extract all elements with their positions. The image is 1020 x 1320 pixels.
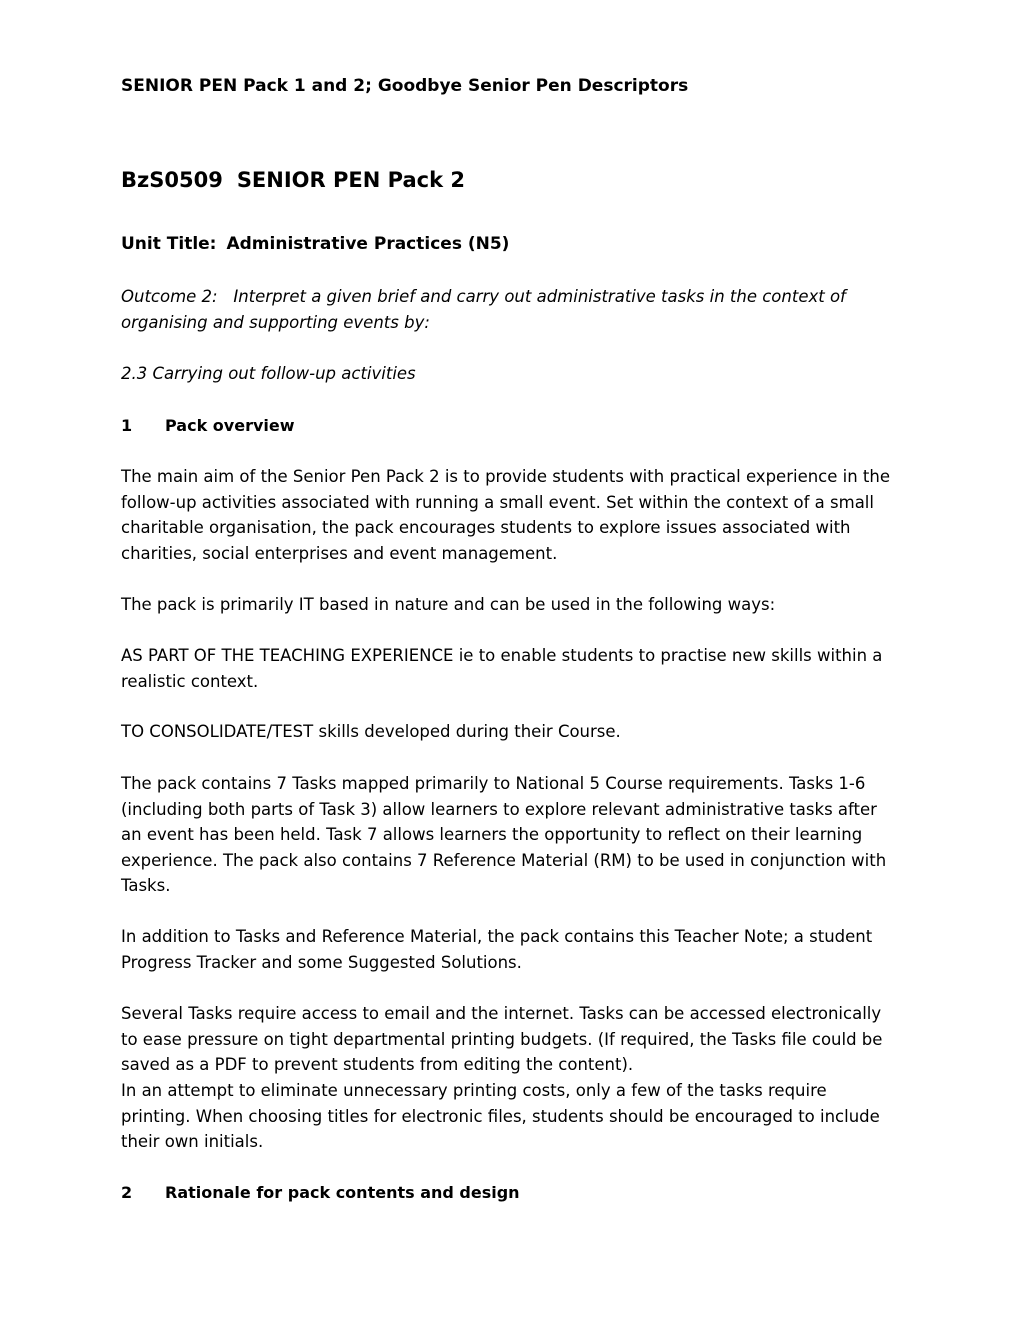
section-title: Rationale for pack contents and design: [165, 1183, 520, 1202]
section-heading-pack-overview: [121, 416, 295, 435]
section-heading-rationale: [121, 1183, 520, 1202]
section-number: 2: [121, 1183, 133, 1202]
paragraph: Several Tasks require access to email and the internet. Tasks can be accessed electronically to ease pressure on tight departmental printing budgets. (If required, the Tasks file could be saved as a PDF to prevent students from editing the content).: [121, 1004, 883, 1074]
sub-outcome-text: 2.3 Carrying out follow-up activities: [121, 364, 416, 383]
document-header: SENIOR PEN Pack 1 and 2; Goodbye Senior Pen Descriptors: [121, 76, 689, 96]
paragraph: TO CONSOLIDATE/TEST skills developed during their Course.: [121, 722, 621, 741]
pack-name: SENIOR PEN Pack 2: [236, 168, 465, 192]
paragraph: The pack contains 7 Tasks mapped primarily to National 5 Course requirements. Tasks 1-6 (including both parts of Task 3) allow learners to explore relevant administrative tasks after an event has been held. Task 7 allows learners the opportunity to reflect on their learning experience. The pack also contains 7 Reference Material (RM) to be used in conjunction with Tasks.: [121, 774, 887, 895]
unit-title-label: Unit Title:: [121, 234, 217, 254]
unit-title-value: Administrative Practices (N5): [226, 234, 510, 254]
section-title: Pack overview: [165, 416, 295, 435]
unit-title: [121, 234, 509, 254]
section-number: 1: [121, 416, 133, 435]
paragraph: In an attempt to eliminate unnecessary printing costs, only a few of the tasks require printing. When choosing titles for electronic files, students should be encouraged to include their own initials.: [121, 1081, 880, 1151]
paragraph: In addition to Tasks and Reference Material, the pack contains this Teacher Note; a student Progress Tracker and some Suggested Solutions.: [121, 927, 873, 972]
paragraph: The pack is primarily IT based in nature and can be used in the following ways:: [121, 595, 776, 614]
paragraph: The main aim of the Senior Pen Pack 2 is to provide students with practical experience in the follow-up activities associated with running a small event. Set within the context of a small charitable organisation, the pack encourages students to explore issues associated with charities, social enterprises and event management.: [121, 467, 891, 563]
paragraph: AS PART OF THE TEACHING EXPERIENCE ie to enable students to practise new skills within a realistic context.: [121, 646, 883, 691]
pack-code: BzS0509: [121, 168, 223, 192]
page-title: [121, 168, 465, 192]
outcome-text: Outcome 2: Interpret a given brief and carry out administrative tasks in the context of organising and supporting events by:: [121, 287, 852, 332]
